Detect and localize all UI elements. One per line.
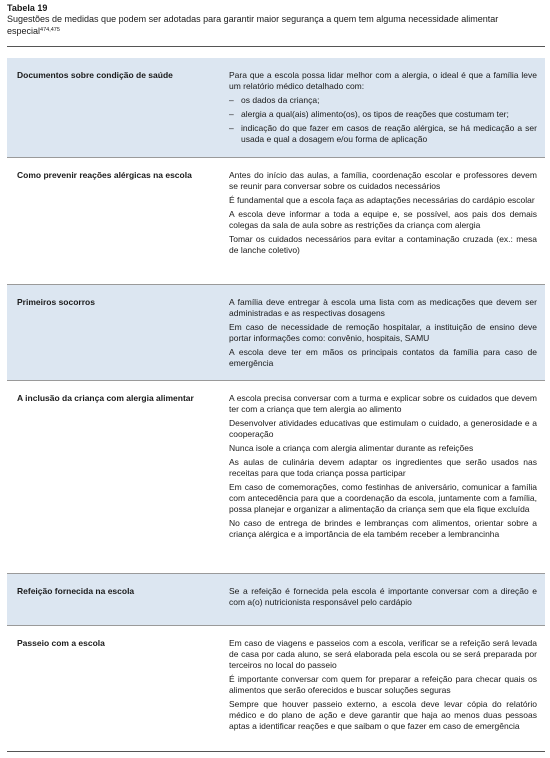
table-row [7, 626, 545, 746]
row-topic: Refeição fornecida na escola [17, 586, 135, 596]
table-row [7, 574, 545, 626]
row-paragraph: A escola precisa conversar com a turma e explicar sobre os cuidados que devem ter com a criança que tem alergia ao alimento [229, 393, 537, 414]
row-paragraph: É importante conversar com quem for preparar a refeição para checar quais os alimentos que serão oferecidos e buscar soluções seguras [229, 674, 537, 695]
row-paragraph: Se a refeição é fornecida pela escola é importante conversar com a direção e com a(o) nutricionista responsável pelo cardápio [229, 586, 537, 607]
row-paragraph: Sempre que houver passeio externo, a escola deve levar cópia do relatório médico e do plano de ação e deve garantir que haja ao menos duas pessoas aptas a identificar reações e que saibam o que fazer em caso de emergência [229, 699, 537, 731]
row-content [229, 170, 545, 284]
caption-text: Sugestões de medidas que podem ser adotadas para garantir maior segurança a quem tem alguma necessidade alimentar especial [7, 14, 499, 36]
bottom-rule [7, 751, 545, 752]
row-paragraph: Tomar os cuidados necessários para evitar a contaminação cruzada (ex.: mesa de lanche coletivo) [229, 234, 537, 255]
table-label: Tabela 19 [7, 3, 48, 13]
caption-references: 474,475 [40, 26, 60, 33]
list-item: – os dados da criança; [229, 95, 320, 105]
row-topic: Passeio com a escola [17, 638, 105, 648]
measures-table [7, 58, 545, 746]
row-paragraph: Nunca isole a criança com alergia alimentar durante as refeições [229, 443, 474, 453]
row-topic: A inclusão da criança com alergia alimentar [17, 393, 194, 403]
row-content [229, 393, 545, 573]
row-content [229, 297, 545, 380]
row-paragraph: Antes do início das aulas, a família, coordenação escolar e professores devem se reunir para conversar sobre os cuidados necessários [229, 170, 537, 191]
row-topic: Documentos sobre condição de saúde [17, 70, 173, 80]
row-paragraph: No caso de entrega de brindes e lembranças com alimentos, orientar sobre a criança alérgica e a importância de ela também receber a lembrancinha [229, 518, 537, 539]
row-paragraph: Em caso de necessidade de remoção hospitalar, a instituição de ensino deve portar informações como: convênio, hospitais, SAMU [229, 322, 537, 343]
dash-bullet-icon: – [229, 95, 234, 105]
row-content [229, 586, 545, 625]
table-title-block [7, 3, 545, 37]
row-paragraph: A escola deve ter em mãos os principais contatos da família para caso de emergência [229, 347, 537, 368]
row-content [229, 70, 545, 157]
row-paragraph: A escola deve informar a toda a equipe e, se possível, aos pais dos demais colegas da sala de aula sobre as restrições da criança com alergia [229, 209, 537, 230]
row-paragraph: Em caso de comemorações, como festinhas de aniversário, comunicar a família com antecedência para que a coordenação da escola, juntamente com a família, possa planejar e organizar a alimentação da criança sem que ela fique excluída [229, 482, 537, 514]
list-item: – alergia a qual(ais) alimento(os), os tipos de reações que costumam ter; [229, 109, 509, 119]
row-topic: Primeiros socorros [17, 297, 95, 307]
row-paragraph: A família deve entregar à escola uma lista com as medicações que devem ser administradas e as respectivas dosagens [229, 297, 537, 318]
row-paragraph: As aulas de culinária devem adaptar os ingredientes que serão usados nas receitas para que toda criança possa participar [229, 457, 537, 478]
table-caption [7, 14, 545, 37]
dash-bullet-icon: – [229, 109, 234, 119]
dash-list [229, 95, 537, 145]
row-topic: Como prevenir reações alérgicas na escola [17, 170, 192, 180]
table-row [7, 58, 545, 158]
list-item: – indicação do que fazer em casos de reação alérgica, se há medicação a ser usada e qual a dosagem e/ou forma de aplicação [229, 123, 537, 144]
row-paragraph: É fundamental que a escola faça as adaptações necessárias do cardápio escolar [229, 195, 535, 205]
table-row [7, 285, 545, 381]
table-row [7, 158, 545, 285]
row-paragraph: Em caso de viagens e passeios com a escola, verificar se a refeição será levada de casa por cada aluno, se será elaborada pela escola ou se será preparada por terceiros no local do passeio [229, 638, 537, 670]
dash-bullet-icon: – [229, 123, 234, 133]
row-content [229, 638, 545, 746]
row-paragraph: Para que a escola possa lidar melhor com a alergia, o ideal é que a família leve um relatório médico detalhado com: [229, 70, 537, 91]
row-paragraph: Desenvolver atividades educativas que estimulam o cuidado, a generosidade e a cooperação [229, 418, 537, 439]
table-row [7, 381, 545, 574]
top-rule [7, 46, 545, 47]
